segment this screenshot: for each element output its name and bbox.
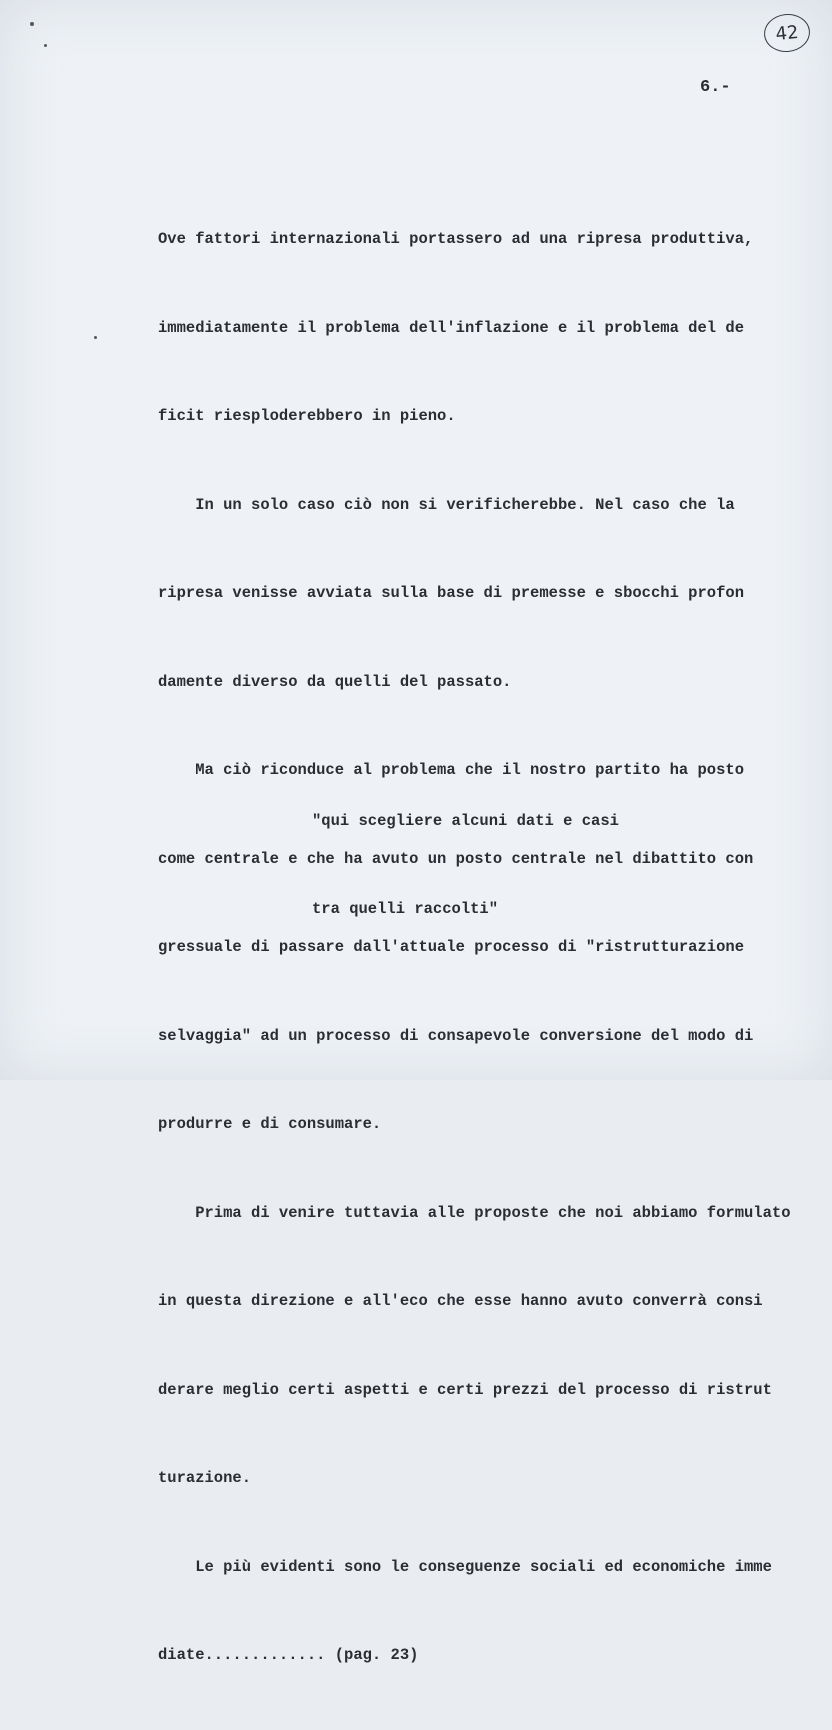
paper-speck [44, 44, 47, 47]
text-line: diate............. (pag. 23) [158, 1646, 419, 1664]
paper-speck [94, 336, 97, 339]
text-line: Ma ciò riconduce al problema che il nostro partito ha posto [158, 761, 744, 779]
text-line: in questa direzione e all'eco che esse hanno avuto converrà consi [158, 1292, 763, 1310]
archive-page-stamp [762, 12, 812, 55]
text-line: turazione. [158, 1469, 252, 1487]
text-line: Prima di venire tuttavia alle proposte che noi abbiamo formulato [158, 1203, 791, 1222]
note-line: "qui scegliere alcuni dati e casi [312, 812, 619, 830]
text-line: selvaggia" ad un processo di consapevole conversione del modo di [158, 1026, 754, 1045]
paper-speck [30, 22, 34, 26]
text-line: come centrale e che ha avuto un posto centrale nel dibattito con [158, 849, 754, 868]
text-line: produrre e di consumare. [158, 1115, 382, 1133]
text-line: immediatamente il problema dell'inflazione e il problema del de [158, 318, 744, 337]
text-line: damente diverso da quelli del passato. [158, 672, 512, 691]
text-line: Ove fattori internazionali portassero ad una ripresa produttiva, [158, 230, 754, 248]
quoted-note [312, 749, 619, 982]
text-line: gressuale di passare dall'attuale processo di "ristrutturazione [158, 938, 744, 956]
text-line: In un solo caso ciò non si verificherebbe. Nel caso che la [158, 495, 735, 514]
text-line: ripresa venisse avviata sulla base di premesse e sbocchi profon [158, 584, 744, 602]
text-line: ficit riesploderebbero in pieno. [158, 407, 456, 425]
text-line: Le più evidenti sono le conseguenze sociali ed economiche imme [158, 1557, 772, 1576]
stamp-number: 42 [774, 21, 800, 45]
text-line: derare meglio certi aspetti e certi prezzi del processo di ristrut [158, 1380, 772, 1399]
page-number: 6.- [700, 78, 731, 97]
note-line: tra quelli raccolti" [312, 899, 499, 918]
